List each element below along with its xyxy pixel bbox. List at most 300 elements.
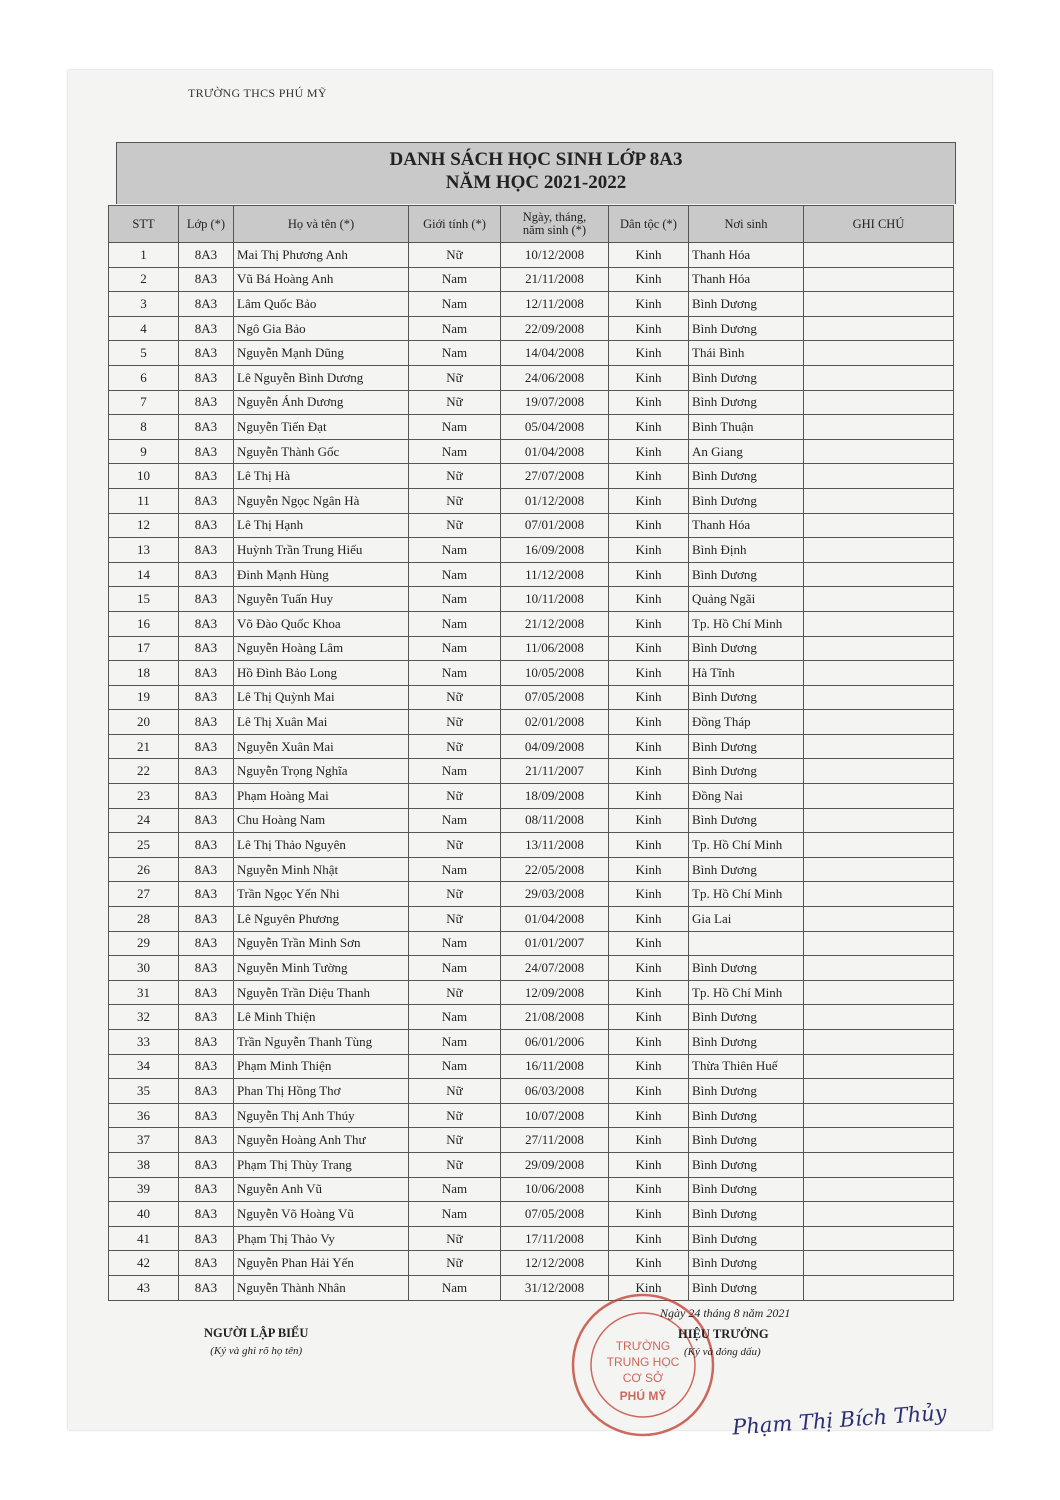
cell-class: 8A3	[179, 365, 234, 390]
cell-birthplace: Bình Dương	[689, 1177, 804, 1202]
header-stt: STT	[109, 206, 179, 243]
svg-text:TRUNG HỌC: TRUNG HỌC	[606, 1355, 680, 1369]
table-row	[109, 1152, 954, 1177]
cell-class: 8A3	[179, 1226, 234, 1251]
cell-name: Phạm Thị Thảo Vy	[234, 1226, 409, 1251]
cell-birthplace: Thanh Hóa	[689, 513, 804, 538]
cell-gender: Nam	[409, 316, 501, 341]
header-ethnic: Dân tộc (*)	[609, 206, 689, 243]
cell-gender: Nữ	[409, 513, 501, 538]
cell-name: Nguyễn Ngọc Ngân Hà	[234, 488, 409, 513]
table-row	[109, 1226, 954, 1251]
svg-text:TRƯỜNG: TRƯỜNG	[615, 1339, 671, 1353]
table-row	[109, 439, 954, 464]
cell-dob: 18/09/2008	[501, 784, 609, 809]
cell-stt: 4	[109, 316, 179, 341]
cell-ethnic: Kinh	[609, 661, 689, 686]
cell-notes	[804, 316, 954, 341]
table-row	[109, 611, 954, 636]
table-row	[109, 808, 954, 833]
cell-notes	[804, 341, 954, 366]
cell-gender: Nam	[409, 611, 501, 636]
cell-ethnic: Kinh	[609, 365, 689, 390]
cell-stt: 25	[109, 833, 179, 858]
cell-dob: 10/11/2008	[501, 587, 609, 612]
cell-ethnic: Kinh	[609, 1177, 689, 1202]
cell-gender: Nam	[409, 857, 501, 882]
cell-notes	[804, 956, 954, 981]
cell-notes	[804, 784, 954, 809]
principal-signature: Phạm Thị Bích Thủy	[731, 1400, 948, 1440]
cell-birthplace: Bình Dương	[689, 390, 804, 415]
cell-name: Nguyễn Thành Nhân	[234, 1275, 409, 1300]
cell-class: 8A3	[179, 488, 234, 513]
cell-stt: 32	[109, 1005, 179, 1030]
table-row	[109, 1054, 954, 1079]
cell-stt: 34	[109, 1054, 179, 1079]
cell-name: Lê Thị Thảo Nguyên	[234, 833, 409, 858]
cell-class: 8A3	[179, 956, 234, 981]
cell-dob: 16/11/2008	[501, 1054, 609, 1079]
cell-dob: 07/05/2008	[501, 685, 609, 710]
cell-name: Nguyễn Hoàng Anh Thư	[234, 1128, 409, 1153]
cell-notes	[804, 636, 954, 661]
cell-stt: 11	[109, 488, 179, 513]
cell-class: 8A3	[179, 316, 234, 341]
cell-dob: 02/01/2008	[501, 710, 609, 735]
cell-ethnic: Kinh	[609, 907, 689, 932]
document-title: DANH SÁCH HỌC SINH LỚP 8A3	[389, 149, 683, 170]
cell-class: 8A3	[179, 685, 234, 710]
cell-name: Lâm Quốc Bảo	[234, 292, 409, 317]
cell-dob: 01/04/2008	[501, 907, 609, 932]
cell-birthplace: Thanh Hóa	[689, 267, 804, 292]
cell-ethnic: Kinh	[609, 439, 689, 464]
cell-birthplace: Bình Dương	[689, 1152, 804, 1177]
cell-notes	[804, 759, 954, 784]
title-band	[116, 142, 956, 204]
cell-gender: Nam	[409, 931, 501, 956]
cell-gender: Nữ	[409, 833, 501, 858]
cell-ethnic: Kinh	[609, 415, 689, 440]
cell-notes	[804, 857, 954, 882]
cell-notes	[804, 390, 954, 415]
cell-notes	[804, 562, 954, 587]
cell-dob: 04/09/2008	[501, 734, 609, 759]
cell-gender: Nữ	[409, 488, 501, 513]
cell-name: Nguyễn Mạnh Dũng	[234, 341, 409, 366]
cell-dob: 08/11/2008	[501, 808, 609, 833]
cell-dob: 07/05/2008	[501, 1202, 609, 1227]
cell-class: 8A3	[179, 759, 234, 784]
cell-birthplace: Hà Tĩnh	[689, 661, 804, 686]
table-row	[109, 1005, 954, 1030]
cell-ethnic: Kinh	[609, 1275, 689, 1300]
cell-class: 8A3	[179, 1103, 234, 1128]
cell-name: Mai Thị Phương Anh	[234, 243, 409, 268]
cell-notes	[804, 907, 954, 932]
cell-ethnic: Kinh	[609, 636, 689, 661]
cell-dob: 01/01/2007	[501, 931, 609, 956]
cell-birthplace: Bình Dương	[689, 759, 804, 784]
cell-class: 8A3	[179, 243, 234, 268]
cell-birthplace: Bình Dương	[689, 857, 804, 882]
cell-notes	[804, 488, 954, 513]
cell-notes	[804, 365, 954, 390]
header-dob	[501, 206, 609, 243]
cell-birthplace: Bình Dương	[689, 1251, 804, 1276]
cell-class: 8A3	[179, 1054, 234, 1079]
cell-birthplace: Thanh Hóa	[689, 243, 804, 268]
cell-class: 8A3	[179, 710, 234, 735]
cell-name: Lê Thị Quỳnh Mai	[234, 685, 409, 710]
cell-name: Đinh Mạnh Hùng	[234, 562, 409, 587]
cell-gender: Nam	[409, 956, 501, 981]
document-page	[68, 70, 992, 1440]
table-row	[109, 956, 954, 981]
cell-dob: 24/07/2008	[501, 956, 609, 981]
cell-class: 8A3	[179, 611, 234, 636]
table-row	[109, 243, 954, 268]
cell-stt: 15	[109, 587, 179, 612]
cell-birthplace: Tp. Hồ Chí Minh	[689, 980, 804, 1005]
cell-gender: Nam	[409, 1030, 501, 1055]
cell-name: Phan Thị Hồng Thơ	[234, 1079, 409, 1104]
cell-ethnic: Kinh	[609, 611, 689, 636]
cell-dob: 22/09/2008	[501, 316, 609, 341]
table-row	[109, 685, 954, 710]
cell-dob: 12/09/2008	[501, 980, 609, 1005]
cell-class: 8A3	[179, 636, 234, 661]
cell-gender: Nữ	[409, 734, 501, 759]
school-year: NĂM HỌC 2021-2022	[445, 172, 627, 193]
cell-notes	[804, 513, 954, 538]
cell-birthplace: Bình Dương	[689, 808, 804, 833]
cell-class: 8A3	[179, 1079, 234, 1104]
table-row	[109, 833, 954, 858]
cell-name: Nguyễn Thị Anh Thúy	[234, 1103, 409, 1128]
table-row	[109, 1079, 954, 1104]
table-row	[109, 488, 954, 513]
cell-class: 8A3	[179, 390, 234, 415]
cell-birthplace: Thừa Thiên Huế	[689, 1054, 804, 1079]
cell-ethnic: Kinh	[609, 685, 689, 710]
cell-gender: Nữ	[409, 1079, 501, 1104]
cell-ethnic: Kinh	[609, 759, 689, 784]
cell-name: Lê Thị Hà	[234, 464, 409, 489]
cell-class: 8A3	[179, 1177, 234, 1202]
table-row	[109, 1275, 954, 1300]
cell-dob: 21/11/2007	[501, 759, 609, 784]
principal-block	[638, 1306, 978, 1358]
cell-notes	[804, 685, 954, 710]
cell-stt: 19	[109, 685, 179, 710]
cell-birthplace: Bình Dương	[689, 685, 804, 710]
table-row	[109, 882, 954, 907]
cell-class: 8A3	[179, 980, 234, 1005]
svg-text:PHÚ MỸ: PHÚ MỸ	[619, 1389, 667, 1403]
cell-ethnic: Kinh	[609, 833, 689, 858]
header-class: Lớp (*)	[179, 206, 234, 243]
cell-ethnic: Kinh	[609, 1202, 689, 1227]
cell-notes	[804, 1152, 954, 1177]
cell-birthplace: Bình Dương	[689, 292, 804, 317]
cell-birthplace: Gia Lai	[689, 907, 804, 932]
cell-notes	[804, 1128, 954, 1153]
cell-gender: Nữ	[409, 1128, 501, 1153]
cell-ethnic: Kinh	[609, 1226, 689, 1251]
cell-ethnic: Kinh	[609, 292, 689, 317]
cell-stt: 38	[109, 1152, 179, 1177]
cell-dob: 06/03/2008	[501, 1079, 609, 1104]
cell-notes	[804, 1030, 954, 1055]
cell-notes	[804, 882, 954, 907]
cell-dob: 13/11/2008	[501, 833, 609, 858]
cell-class: 8A3	[179, 1005, 234, 1030]
cell-stt: 41	[109, 1226, 179, 1251]
cell-name: Phạm Hoàng Mai	[234, 784, 409, 809]
table-row	[109, 1202, 954, 1227]
cell-class: 8A3	[179, 1275, 234, 1300]
cell-stt: 42	[109, 1251, 179, 1276]
cell-dob: 12/11/2008	[501, 292, 609, 317]
cell-gender: Nữ	[409, 1251, 501, 1276]
cell-dob: 10/12/2008	[501, 243, 609, 268]
cell-birthplace: Thái Bình	[689, 341, 804, 366]
cell-class: 8A3	[179, 439, 234, 464]
cell-stt: 3	[109, 292, 179, 317]
cell-gender: Nữ	[409, 685, 501, 710]
cell-stt: 33	[109, 1030, 179, 1055]
table-row	[109, 415, 954, 440]
cell-gender: Nam	[409, 661, 501, 686]
cell-notes	[804, 808, 954, 833]
cell-ethnic: Kinh	[609, 1054, 689, 1079]
cell-class: 8A3	[179, 538, 234, 563]
cell-gender: Nam	[409, 1202, 501, 1227]
cell-birthplace: Tp. Hồ Chí Minh	[689, 833, 804, 858]
cell-stt: 27	[109, 882, 179, 907]
cell-name: Nguyễn Hoàng Lâm	[234, 636, 409, 661]
cell-gender: Nam	[409, 341, 501, 366]
cell-name: Nguyễn Võ Hoàng Vũ	[234, 1202, 409, 1227]
cell-notes	[804, 710, 954, 735]
table-row	[109, 857, 954, 882]
cell-dob: 29/03/2008	[501, 882, 609, 907]
cell-birthplace: Bình Dương	[689, 1005, 804, 1030]
table-row	[109, 931, 954, 956]
cell-stt: 29	[109, 931, 179, 956]
cell-gender: Nam	[409, 415, 501, 440]
cell-name: Nguyễn Tuấn Huy	[234, 587, 409, 612]
cell-ethnic: Kinh	[609, 808, 689, 833]
cell-stt: 13	[109, 538, 179, 563]
cell-name: Lê Nguyên Phương	[234, 907, 409, 932]
cell-dob: 11/06/2008	[501, 636, 609, 661]
table-row	[109, 341, 954, 366]
cell-birthplace: Bình Dương	[689, 636, 804, 661]
cell-name: Lê Thị Hạnh	[234, 513, 409, 538]
table-row	[109, 365, 954, 390]
header-dob-line1: Ngày, tháng,	[522, 210, 587, 224]
cell-gender: Nữ	[409, 980, 501, 1005]
cell-stt: 6	[109, 365, 179, 390]
cell-gender: Nam	[409, 1275, 501, 1300]
cell-notes	[804, 439, 954, 464]
cell-class: 8A3	[179, 1128, 234, 1153]
cell-ethnic: Kinh	[609, 464, 689, 489]
cell-name: Trần Ngọc Yến Nhi	[234, 882, 409, 907]
cell-birthplace: Bình Dương	[689, 1226, 804, 1251]
cell-ethnic: Kinh	[609, 1152, 689, 1177]
cell-dob: 16/09/2008	[501, 538, 609, 563]
cell-name: Hồ Đình Bảo Long	[234, 661, 409, 686]
cell-ethnic: Kinh	[609, 513, 689, 538]
cell-name: Nguyễn Trần Diệu Thanh	[234, 980, 409, 1005]
cell-class: 8A3	[179, 882, 234, 907]
cell-gender: Nam	[409, 562, 501, 587]
cell-gender: Nam	[409, 1177, 501, 1202]
cell-dob: 29/09/2008	[501, 1152, 609, 1177]
cell-notes	[804, 1275, 954, 1300]
cell-name: Nguyễn Thành Gốc	[234, 439, 409, 464]
cell-class: 8A3	[179, 931, 234, 956]
cell-birthplace: Bình Dương	[689, 316, 804, 341]
table-row	[109, 710, 954, 735]
preparer-role: NGƯỜI LẬP BIỂU	[204, 1326, 309, 1340]
cell-stt: 8	[109, 415, 179, 440]
cell-ethnic: Kinh	[609, 243, 689, 268]
cell-class: 8A3	[179, 784, 234, 809]
cell-birthplace: Bình Dương	[689, 488, 804, 513]
cell-dob: 10/06/2008	[501, 1177, 609, 1202]
cell-gender: Nữ	[409, 784, 501, 809]
cell-notes	[804, 661, 954, 686]
cell-birthplace: Bình Định	[689, 538, 804, 563]
cell-name: Lê Minh Thiện	[234, 1005, 409, 1030]
cell-notes	[804, 611, 954, 636]
cell-name: Nguyễn Anh Vũ	[234, 1177, 409, 1202]
cell-class: 8A3	[179, 857, 234, 882]
cell-notes	[804, 1251, 954, 1276]
table-row	[109, 390, 954, 415]
cell-stt: 1	[109, 243, 179, 268]
cell-gender: Nữ	[409, 464, 501, 489]
cell-name: Nguyễn Minh Nhật	[234, 857, 409, 882]
cell-name: Nguyễn Trần Minh Sơn	[234, 931, 409, 956]
cell-notes	[804, 1054, 954, 1079]
cell-class: 8A3	[179, 1030, 234, 1055]
cell-ethnic: Kinh	[609, 1251, 689, 1276]
cell-notes	[804, 980, 954, 1005]
cell-class: 8A3	[179, 734, 234, 759]
cell-notes	[804, 267, 954, 292]
cell-dob: 17/11/2008	[501, 1226, 609, 1251]
cell-class: 8A3	[179, 1152, 234, 1177]
table-row	[109, 1177, 954, 1202]
cell-gender: Nữ	[409, 882, 501, 907]
cell-stt: 16	[109, 611, 179, 636]
cell-notes	[804, 1079, 954, 1104]
cell-stt: 5	[109, 341, 179, 366]
cell-name: Chu Hoàng Nam	[234, 808, 409, 833]
cell-stt: 40	[109, 1202, 179, 1227]
cell-dob: 12/12/2008	[501, 1251, 609, 1276]
cell-class: 8A3	[179, 267, 234, 292]
cell-ethnic: Kinh	[609, 857, 689, 882]
cell-gender: Nữ	[409, 1103, 501, 1128]
cell-dob: 01/04/2008	[501, 439, 609, 464]
cell-gender: Nữ	[409, 907, 501, 932]
cell-ethnic: Kinh	[609, 784, 689, 809]
cell-name: Lê Thị Xuân Mai	[234, 710, 409, 735]
table-row	[109, 562, 954, 587]
cell-name: Ngô Gia Bảo	[234, 316, 409, 341]
cell-dob: 10/07/2008	[501, 1103, 609, 1128]
cell-gender: Nam	[409, 1054, 501, 1079]
cell-dob: 24/06/2008	[501, 365, 609, 390]
table-row	[109, 1251, 954, 1276]
preparer-note: (Ký và ghi rõ họ tên)	[210, 1345, 303, 1357]
cell-gender: Nữ	[409, 1152, 501, 1177]
cell-notes	[804, 833, 954, 858]
cell-name: Lê Nguyễn Bình Dương	[234, 365, 409, 390]
cell-notes	[804, 1103, 954, 1128]
cell-notes	[804, 538, 954, 563]
cell-stt: 12	[109, 513, 179, 538]
table-row	[109, 784, 954, 809]
cell-birthplace: Tp. Hồ Chí Minh	[689, 882, 804, 907]
cell-dob: 06/01/2006	[501, 1030, 609, 1055]
cell-birthplace: Bình Dương	[689, 365, 804, 390]
table-row	[109, 513, 954, 538]
date-line: Ngày 24 tháng 8 năm 2021	[660, 1306, 791, 1320]
cell-class: 8A3	[179, 292, 234, 317]
cell-birthplace: Quảng Ngãi	[689, 587, 804, 612]
cell-birthplace: Bình Dương	[689, 1128, 804, 1153]
cell-gender: Nam	[409, 538, 501, 563]
cell-gender: Nam	[409, 759, 501, 784]
header-birthplace: Nơi sinh	[689, 206, 804, 243]
cell-ethnic: Kinh	[609, 267, 689, 292]
header-name: Họ và tên (*)	[234, 206, 409, 243]
cell-dob: 07/01/2008	[501, 513, 609, 538]
table-row	[109, 1030, 954, 1055]
cell-dob: 14/04/2008	[501, 341, 609, 366]
cell-stt: 2	[109, 267, 179, 292]
cell-gender: Nam	[409, 439, 501, 464]
cell-stt: 23	[109, 784, 179, 809]
cell-ethnic: Kinh	[609, 710, 689, 735]
cell-notes	[804, 292, 954, 317]
cell-stt: 24	[109, 808, 179, 833]
cell-notes	[804, 415, 954, 440]
cell-name: Vũ Bá Hoàng Anh	[234, 267, 409, 292]
cell-dob: 01/12/2008	[501, 488, 609, 513]
cell-ethnic: Kinh	[609, 956, 689, 981]
cell-birthplace: Bình Dương	[689, 1079, 804, 1104]
cell-class: 8A3	[179, 415, 234, 440]
principal-role: HIỆU TRƯỞNG	[678, 1327, 769, 1341]
cell-stt: 18	[109, 661, 179, 686]
cell-name: Phạm Minh Thiện	[234, 1054, 409, 1079]
cell-ethnic: Kinh	[609, 1128, 689, 1153]
cell-notes	[804, 587, 954, 612]
cell-ethnic: Kinh	[609, 1005, 689, 1030]
cell-stt: 10	[109, 464, 179, 489]
cell-stt: 39	[109, 1177, 179, 1202]
cell-stt: 37	[109, 1128, 179, 1153]
